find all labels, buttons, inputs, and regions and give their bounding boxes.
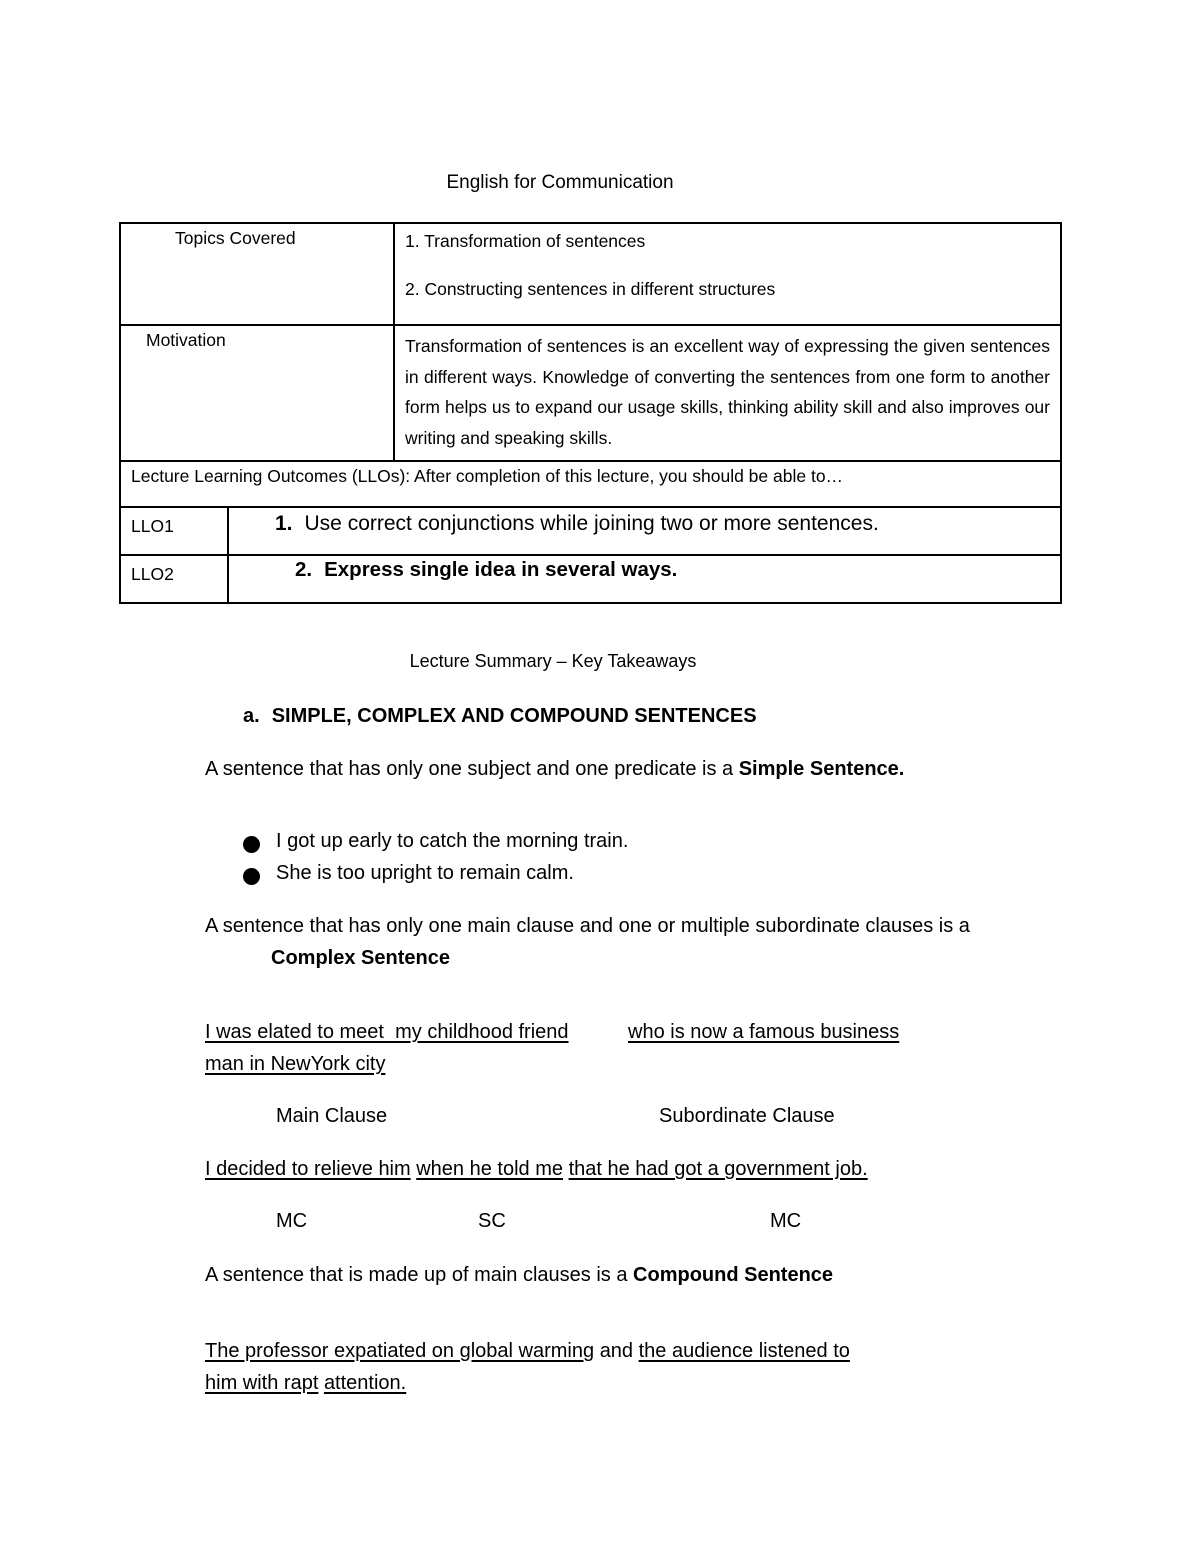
clause-segment: when he told me xyxy=(416,1158,563,1180)
summary-title: Lecture Summary – Key Takeaways xyxy=(409,651,697,671)
section-heading xyxy=(243,705,757,728)
clause-label: SC xyxy=(478,1210,506,1232)
llo-row xyxy=(120,555,1061,603)
topic-item: 1. Transformation of sentences xyxy=(405,231,646,251)
complex-example-main-clause: I was elated to meet my childhood friend xyxy=(205,1021,569,1043)
clause-segment: that he had got a government job. xyxy=(568,1158,868,1180)
llo-number: 2. xyxy=(295,558,313,581)
motivation-text: Transformation of sentences is an excellent way of expressing the given sentences in different ways. Knowledge of converting the sentences from one form to another form helps us to expand our usage skills, thinking ability skill and also improves our writing and speaking skills. xyxy=(394,325,1061,461)
llo-row xyxy=(120,507,1061,555)
topics-list xyxy=(394,223,1061,325)
complex-term: Complex Sentence xyxy=(271,947,450,969)
bullet-icon xyxy=(243,868,260,885)
motivation-label: Motivation xyxy=(120,325,394,461)
clause-segment: attention. xyxy=(323,1372,407,1394)
lecture-info-table xyxy=(119,222,1062,604)
motivation-row xyxy=(120,325,1061,461)
clause-segment: The professor expatiated on global warming xyxy=(205,1340,595,1362)
llo-description: Use correct conjunctions while joining two or more sentences. xyxy=(304,512,879,535)
topics-row xyxy=(120,223,1061,325)
complex-example-2 xyxy=(205,1158,868,1181)
llo-text xyxy=(228,507,1061,555)
llo-heading-row xyxy=(120,461,1061,507)
compound-definition xyxy=(205,1264,833,1287)
clause-segment: the audience listened to xyxy=(638,1340,850,1362)
conjunction: and xyxy=(599,1340,634,1362)
complex-definition: A sentence that has only one main clause and one or multiple subordinate clauses is a xyxy=(205,915,970,937)
clause-segment: him with rapt xyxy=(205,1372,319,1394)
section-marker: a. xyxy=(243,705,260,727)
topics-label: Topics Covered xyxy=(120,223,394,325)
llo-text xyxy=(228,555,1061,603)
simple-example: She is too upright to remain calm. xyxy=(276,862,574,884)
simple-example: I got up early to catch the morning train. xyxy=(276,830,629,852)
simple-definition xyxy=(205,758,904,781)
subordinate-clause-label: Subordinate Clause xyxy=(659,1105,835,1127)
clause-label: MC xyxy=(276,1210,308,1232)
bullet-icon xyxy=(243,836,260,853)
compound-term: Compound Sentence xyxy=(633,1264,834,1286)
clause-segment: I decided to relieve him xyxy=(205,1158,411,1180)
llo-heading: Lecture Learning Outcomes (LLOs): After completion of this lecture, you should be able to… xyxy=(120,461,1061,507)
simple-definition-text: A sentence that has only one subject and one predicate is a xyxy=(205,758,734,780)
llo-id: LLO2 xyxy=(120,555,228,603)
complex-example-subordinate-clause-cont: man in NewYork city xyxy=(205,1053,386,1075)
compound-example-cont xyxy=(205,1372,406,1395)
document-title: English for Communication xyxy=(446,172,674,193)
simple-term: Simple Sentence. xyxy=(738,758,905,780)
llo-number: 1. xyxy=(275,512,293,535)
compound-definition-text: A sentence that is made up of main clauses is a xyxy=(205,1264,628,1286)
complex-example-subordinate-clause: who is now a famous business xyxy=(628,1021,900,1043)
compound-example xyxy=(205,1340,850,1363)
topic-item: 2. Constructing sentences in different structures xyxy=(405,279,776,299)
llo-id: LLO1 xyxy=(120,507,228,555)
clause-label: MC xyxy=(770,1210,802,1232)
main-clause-label: Main Clause xyxy=(276,1105,388,1127)
llo-description: Express single idea in several ways. xyxy=(324,558,678,581)
section-heading-text: SIMPLE, COMPLEX AND COMPOUND SENTENCES xyxy=(271,705,757,727)
